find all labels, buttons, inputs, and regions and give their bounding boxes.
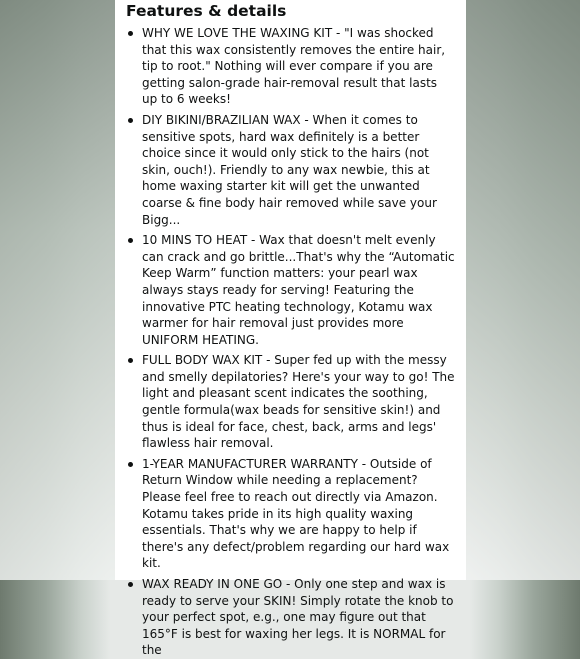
feature-text: FULL BODY WAX KIT - Super fed up with the messy and smelly depilatories? Here's your way to go! The light and pleasant scent indicates the soothing, gentle formula(wax beads for sensitive skin!) and thus is ideal for face, chest, back, arms and legs' flawless hair removal. xyxy=(142,353,455,451)
feature-text: WHY WE LOVE THE WAXING KIT - "I was shocked that this wax consistently removes the entire hair, tip to root." Nothing will ever compare if you are getting salon-grade hair-removal result that lasts up to 6 weeks! xyxy=(142,26,446,107)
bullet-icon xyxy=(128,462,133,467)
feature-text: DIY BIKINI/BRAZILIAN WAX - When it comes to sensitive spots, hard wax definitely is a better choice since it would only stick to the hairs (not skin, ouch!). Friendly to any wax newbie, this at home waxing starter kit will get the unwanted coarse & fine body hair removed while save your Bigg... xyxy=(142,112,437,227)
bullet-icon xyxy=(128,358,133,363)
section-heading: Features & details xyxy=(126,2,287,20)
bullet-icon xyxy=(128,31,133,36)
feature-text: WAX READY IN ONE GO - Only one step and wax is ready to serve your SKIN! Simply rotate the knob to your perfect spot, e.g., one may figure out that 165°F is best for waxing her legs. It is NORMAL for the xyxy=(142,577,454,658)
background-right-blur xyxy=(466,0,580,580)
background-left-blur xyxy=(0,0,115,580)
feature-list xyxy=(126,25,456,659)
feature-text: 1-YEAR MANUFACTURER WARRANTY - Outside of Return Window while needing a replacement? Please feel free to reach out directly via Amazon. Kotamu takes pride in its high quality waxing essentials. That's why we are happy to help if there's any defect/problem regarding our hard wax kit. xyxy=(142,456,450,571)
feature-item-wax-ready xyxy=(126,576,456,659)
feature-item-heat-time xyxy=(126,232,456,348)
feature-item-why-we-love xyxy=(126,25,456,108)
feature-item-warranty xyxy=(126,456,456,572)
feature-text: 10 MINS TO HEAT - Wax that doesn't melt evenly can crack and go brittle...That's why the “Automatic Keep Warm” function matters: your pearl wax always stays ready for serving! Featuring the innovative PTC heating technology, Kotamu wax warmer for hair removal just provides more UNIFORM HEATING. xyxy=(142,233,455,347)
bullet-icon xyxy=(128,238,133,243)
feature-item-diy-bikini xyxy=(126,112,456,228)
bullet-icon xyxy=(128,118,133,123)
feature-item-full-body xyxy=(126,352,456,452)
bullet-icon xyxy=(128,582,133,587)
features-details-panel xyxy=(115,0,466,658)
